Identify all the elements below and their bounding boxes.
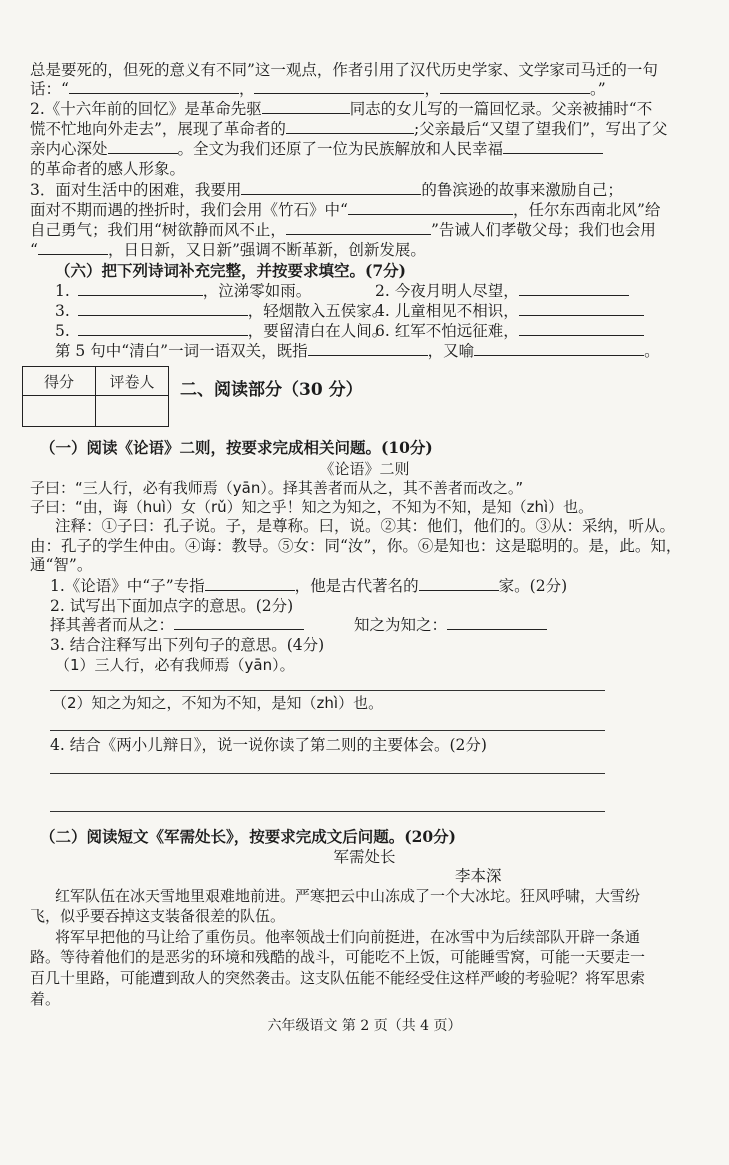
passage-line: 子曰：“三人行，必有我师焉（yān）。择其善者而从之，其不善者而改之。” <box>30 479 524 497</box>
section-heading: （一）阅读《论语》二则，按要求完成相关问题。(10分) <box>40 438 433 457</box>
passage-line: 红军队伍在冰天雪地里艰难地前进。严寒把云中山冻成了一个大冰坨。狂风呼啸，大雪纷 <box>55 887 641 905</box>
poem-row: 5. ，要留清白在人间。 <box>55 322 388 340</box>
note-line: 通“智”。 <box>30 556 93 574</box>
section-title: 二、阅读部分（30 分） <box>180 380 363 400</box>
answer-blank[interactable] <box>419 576 499 591</box>
text-line: 2.《十六年前的回忆》是革命先驱 同志的女儿写的一篇回忆录。父亲被捕时“不 <box>30 100 653 118</box>
score-cell[interactable] <box>23 396 96 427</box>
question: （1）三人行，必有我师焉（yān）。 <box>55 656 295 674</box>
grader-cell[interactable] <box>96 396 169 427</box>
score-header: 得分 <box>23 367 96 396</box>
poem-row: 4. 儿童相见不相识， <box>375 301 665 321</box>
note-line: 由：孔子的学生仲由。④诲：教导。⑤女：同“汝”，你。⑥是知也：这是聪明的。是，此。知， <box>30 537 682 555</box>
answer-blank[interactable] <box>69 79 239 94</box>
note-line: 注释：①子曰：孔子说。子，是尊称。曰，说。②其：他们，他们的。③从：采纳，听从。 <box>55 517 676 535</box>
question: 2. 试写出下面加点字的意思。(2分) <box>50 597 294 615</box>
text-line: 的革命者的感人形象。 <box>30 160 186 178</box>
answer-blank[interactable] <box>519 321 644 336</box>
poem-row: 6. 红军不怕远征难， <box>375 321 665 341</box>
poem-row: 3. ，轻烟散入五侯家。 <box>55 302 388 320</box>
text-line: 第 5 句中“清白”一词一语双关，既指 ，又喻 。 <box>55 342 660 360</box>
answer-line[interactable] <box>50 773 605 774</box>
answer-blank[interactable] <box>519 281 629 296</box>
section-heading: （六）把下列诗词补充完整，并按要求填空。(7分) <box>55 261 406 280</box>
passage-title: 《论语》二则 <box>319 460 410 478</box>
poem-row: 2. 今夜月明人尽望， <box>375 281 665 301</box>
text-line: 总是要死的，但死的意义有不同”这一观点，作者引用了汉代历史学家、文学家司马迁的一句 <box>30 61 658 79</box>
answer-blank[interactable] <box>78 281 203 296</box>
question: 4. 结合《两小儿辩日》，说一说你读了第二则的主要体会。(2分) <box>50 736 487 754</box>
passage-title: 军需处长 <box>333 848 396 866</box>
score-box <box>22 366 169 427</box>
answer-blank[interactable] <box>241 180 421 195</box>
answer-blank[interactable] <box>205 576 295 591</box>
section-heading: （二）阅读短文《军需处长》，按要求完成文后问题。(20分) <box>40 827 456 846</box>
passage-line: 着。 <box>30 990 61 1008</box>
answer-blank[interactable] <box>108 139 178 154</box>
answer-blank[interactable] <box>78 301 248 316</box>
answer-blank[interactable] <box>254 79 424 94</box>
text-line: “ ，日日新，又日新”强调不断革新，创新发展。 <box>30 241 426 259</box>
answer-blank[interactable] <box>503 139 603 154</box>
answer-blank[interactable] <box>308 341 428 356</box>
answer-line[interactable] <box>50 730 605 731</box>
passage-line: 子曰：“由，诲（huì）女（rǔ）知之乎！知之为知之，不知为不知，是知（zhì）也。 <box>30 498 594 516</box>
answer-blank[interactable] <box>78 321 248 336</box>
passage-line: 百几十里路，可能遭到敌人的突然袭击。这支队伍能不能经受住这样严峻的考验呢？将军思索 <box>30 969 646 987</box>
page-footer: 六年级语文 第 2 页（共 4 页） <box>267 1018 462 1034</box>
text-line: 话：“ ， ， 。” <box>30 80 606 98</box>
answer-blank[interactable] <box>286 119 414 134</box>
passage-line: 将军早把他的马让给了重伤员。他率领战士们向前挺进，在冰雪中为后续部队开辟一条通 <box>55 928 641 946</box>
grader-header: 评卷人 <box>96 367 169 396</box>
answer-blank[interactable] <box>519 301 644 316</box>
passage-line: 飞，似乎要吞掉这支装备很差的队伍。 <box>30 907 286 925</box>
text-line: 3．面对生活中的困难，我要用 的鲁滨逊的故事来激励自己； <box>30 181 623 199</box>
passage-author: 李本深 <box>455 867 502 885</box>
answer-line[interactable] <box>50 811 605 812</box>
question: 3. 结合注释写出下列句子的意思。(4分) <box>50 636 325 654</box>
answer-blank[interactable] <box>286 220 431 235</box>
passage-line: 路。等待着他们的是恶劣的环境和残酷的战斗，可能吃不上饭，可能睡雪窝，可能一天要走一 <box>30 948 646 966</box>
answer-blank[interactable] <box>262 99 350 114</box>
answer-blank[interactable] <box>440 79 590 94</box>
text-line: 慌不忙地向外走去”，展现了革命者的 ;父亲最后“又望了望我们”，写出了父 <box>30 120 668 138</box>
text-line: 亲内心深处 。全文为我们还原了一位为民族解放和人民幸福 <box>30 139 690 159</box>
text-line: 面对不期而遇的挫折时，我们会用《竹石》中“ ，任尔东西南北风”给 <box>30 201 661 219</box>
question: 1.《论语》中“子”专指 ，他是古代著名的 家。(2分) <box>50 577 568 595</box>
answer-blank[interactable] <box>348 200 513 215</box>
answer-blank[interactable] <box>38 240 108 255</box>
question: （2）知之为知之，不知为不知，是知（zhì）也。 <box>52 694 384 712</box>
question: 择其善者而从之： 知之为知之： <box>50 615 710 635</box>
text-line: 自己勇气；我们用“树欲静而风不止， ”告诫人们孝敬父母；我们也会用 <box>30 221 656 239</box>
answer-blank[interactable] <box>474 341 644 356</box>
poem-row: 1. ，泣涕零如雨。 <box>55 282 312 300</box>
answer-blank[interactable] <box>447 615 547 630</box>
answer-blank[interactable] <box>174 615 304 630</box>
answer-line[interactable] <box>50 690 605 691</box>
